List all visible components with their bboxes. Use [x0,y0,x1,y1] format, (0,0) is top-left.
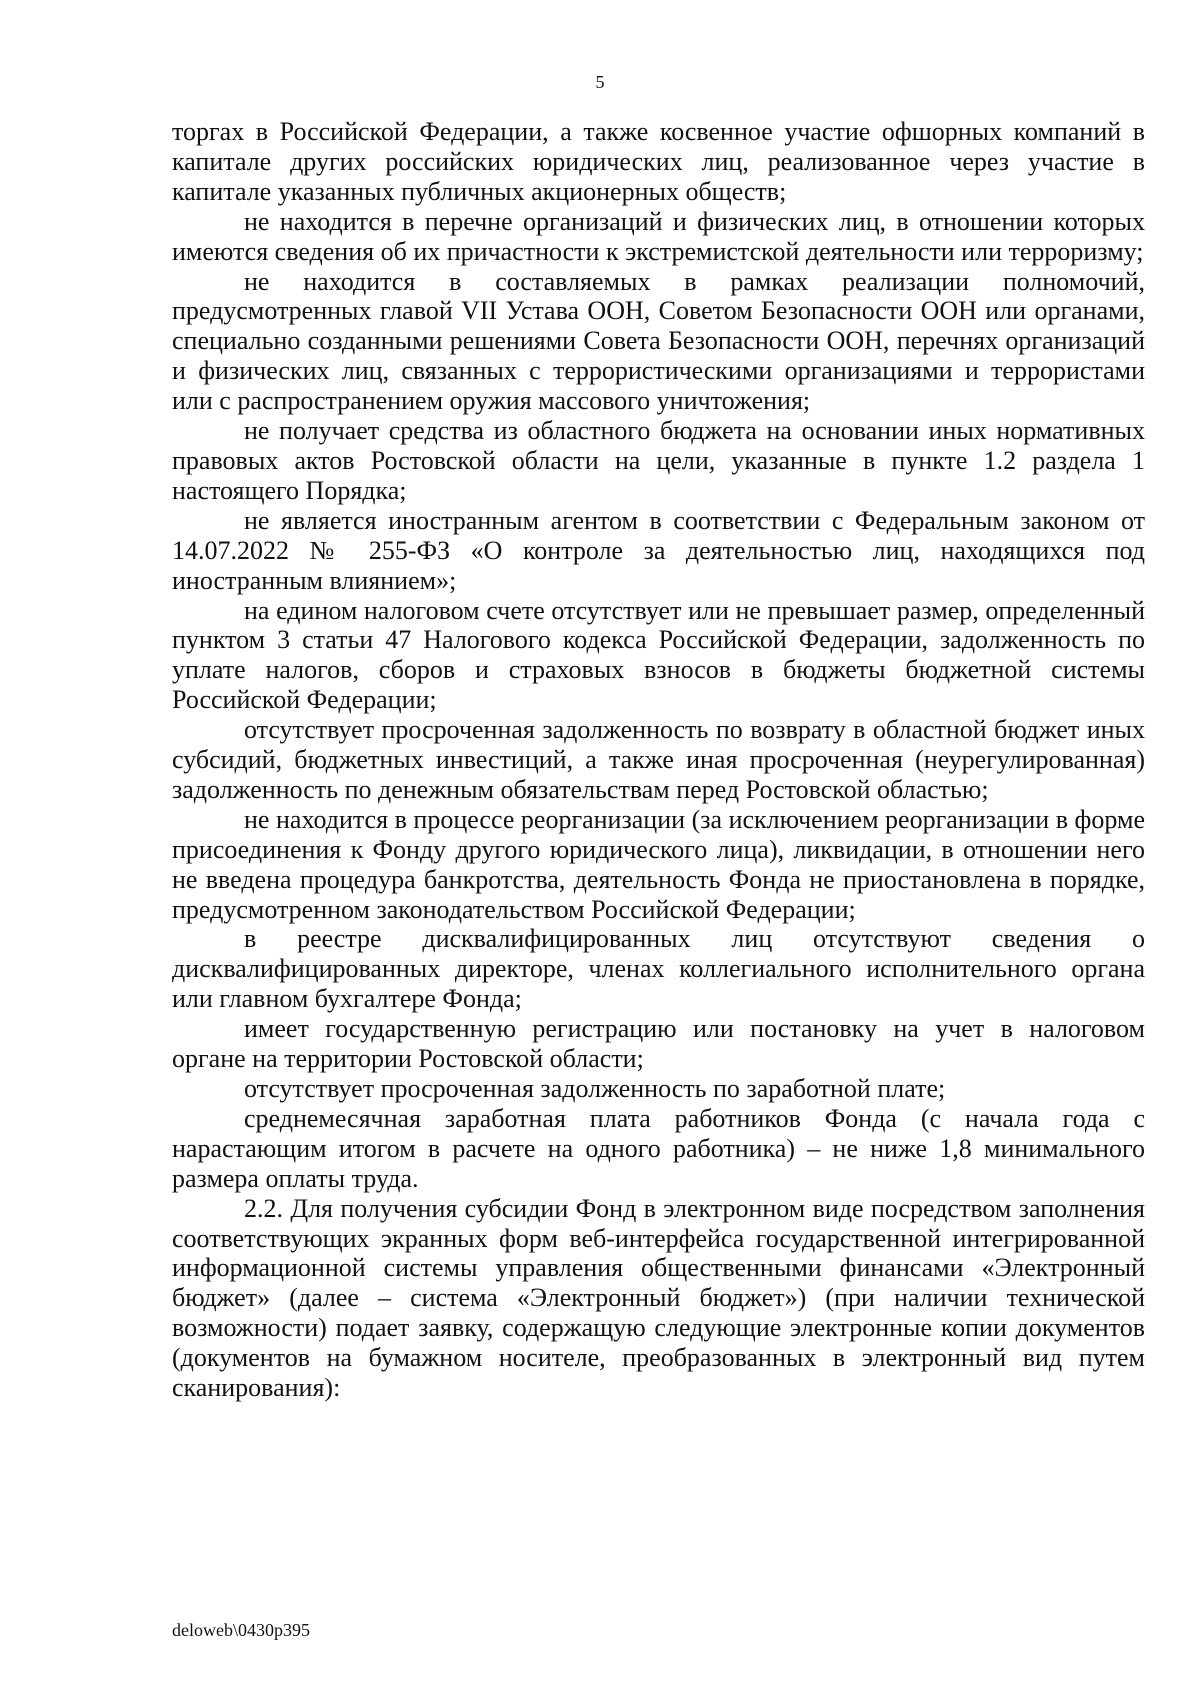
document-body [172,117,1145,1403]
paragraph: отсутствует просроченная задолженность по возврату в областной бюджет иных субсидий, бюджетных инвестиций, а также иная просроченная (неурегулированная) задолженность по денежным обязательствам перед Ростовской областью; [172,715,1145,804]
paragraph: не находится в перечне организаций и физических лиц, в отношении которых имеются сведения об их причастности к экстремистской деятельности или терроризму; [172,206,1145,266]
paragraph: имеет государственную регистрацию или постановку на учет в налоговом органе на территории Ростовской области; [172,1014,1145,1074]
paragraph: в реестре дисквалифицированных лиц отсутствуют сведения о дисквалифицированных директоре, членах коллегиального исполнительного органа или главном бухгалтере Фонда; [172,924,1145,1014]
paragraph: не получает средства из областного бюджета на основании иных нормативных правовых актов Ростовской области на цели, указанные в пункте 1.2 раздела 1 настоящего Порядка; [172,416,1145,505]
paragraph: среднемесячная заработная плата работников Фонда (с начала года с нарастающим итогом в расчете на одного работника) – не ниже 1,8 минимального размера оплаты труда. [172,1103,1145,1193]
paragraph: не находится в процессе реорганизации (за исключением реорганизации в форме присоединения к Фонду другого юридического лица), ликвидации, в отношении него не введена процедура банкротства, деятельность Фонда не приостановлена в порядке, предусмотренном законодательством Российской Федерации; [172,804,1145,924]
paragraph: не является иностранным агентом в соответствии с Федеральным законом от 14.07.2022 № 255-ФЗ «О контроле за деятельностью лиц, находящихся под иностранным влиянием»; [172,505,1145,595]
paragraph: на едином налоговом счете отсутствует или не превышает размер, определенный пунктом 3 статьи 47 Налогового кодекса Российской Федерации, задолженность по уплате налогов, сборов и страховых взносов в бюджеты бюджетной системы Российской Федерации; [172,595,1145,715]
paragraph: не находится в составляемых в рамках реализации полномочий, предусмотренных главой VII Устава ООН, Советом Безопасности ООН или органами, специально созданными решениями Совета Безопасности ООН, перечнях организаций и физических лиц, связанных с террористическими организациями и террористами или с распространением оружия массового уничтожения; [172,266,1145,416]
paragraph: отсутствует просроченная задолженность по заработной плате; [244,1074,946,1103]
paragraph: торгах в Российской Федерации, а также косвенное участие офшорных компаний в капитале других российских юридических лиц, реализованное через участие в капитале указанных публичных акционерных обществ; [172,117,1145,206]
page-number: 5 [595,72,605,92]
paragraph: 2.2. Для получения субсидии Фонд в электронном виде посредством заполнения соответствующих экранных форм веб-интерфейса государственной интегрированной информационной системы управления общественными финансами «Электронный бюджет» (далее – система «Электронный бюджет») (при наличии технической возможности) подает заявку, содержащую следующие электронные копии документов (документов на бумажном носителе, преобразованных в электронный вид путем сканирования): [172,1193,1145,1403]
footer-document-code: deloweb\0430p395 [172,1620,310,1640]
